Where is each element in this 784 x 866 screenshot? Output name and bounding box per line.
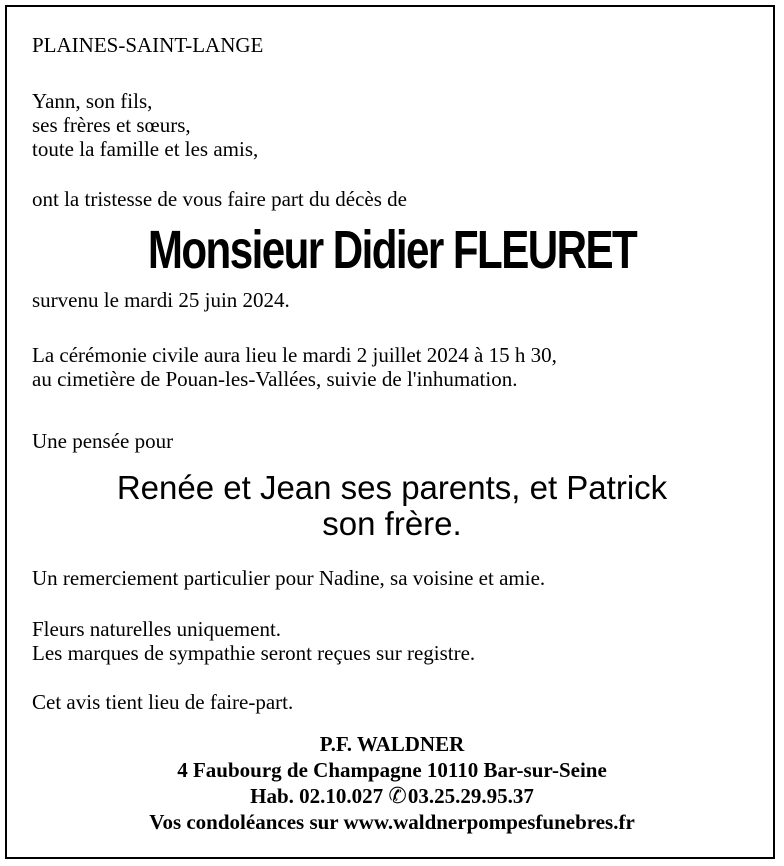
deceased-name-text: Monsieur Didier FLEURET: [147, 220, 637, 280]
announcement-text: ont la tristesse de vous faire part du décès de: [32, 187, 407, 211]
funeral-home-address: 4 Faubourg de Champagne 10110 Bar-sur-Seine: [177, 758, 607, 782]
family-line-2: ses frères et sœurs,: [32, 113, 191, 137]
condolences-link[interactable]: Vos condoléances sur www.waldnerpompesfunebres.fr: [149, 810, 635, 834]
dedication-line-2: son frère.: [322, 505, 462, 542]
funeral-home-contact: [0, 783, 784, 809]
ceremony-line-2: au cimetière de Pouan-les-Vallées, suivie de l'inhumation.: [32, 367, 518, 391]
family-line-3: toute la famille et les amis,: [32, 137, 259, 161]
funeral-home-hab: Hab. 02.10.027: [250, 784, 384, 808]
funeral-home-name: P.F. WALDNER: [319, 732, 465, 756]
deceased-name: [0, 218, 784, 282]
funeral-home-block: [0, 731, 784, 835]
family-line-1: Yann, son fils,: [32, 89, 153, 113]
ceremony-line-1: La cérémonie civile aura lieu le mardi 2 juillet 2024 à 15 h 30,: [32, 343, 557, 367]
dedication-line-1: Renée et Jean ses parents, et Patrick: [116, 469, 668, 506]
location-heading: PLAINES-SAINT-LANGE: [32, 33, 264, 57]
notice-text: Cet avis tient lieu de faire-part.: [32, 690, 294, 714]
phone-icon: ✆: [388, 783, 407, 808]
funeral-home-phone: 03.25.29.95.37: [407, 784, 534, 808]
flowers-line-2: Les marques de sympathie seront reçues sur registre.: [32, 641, 476, 665]
thanks-text: Un remerciement particulier pour Nadine, sa voisine et amie.: [32, 566, 546, 590]
death-date: survenu le mardi 25 juin 2024.: [32, 288, 290, 312]
flowers-line-1: Fleurs naturelles uniquement.: [32, 617, 282, 641]
dedication-block: [0, 470, 784, 542]
thought-intro: Une pensée pour: [32, 429, 174, 453]
